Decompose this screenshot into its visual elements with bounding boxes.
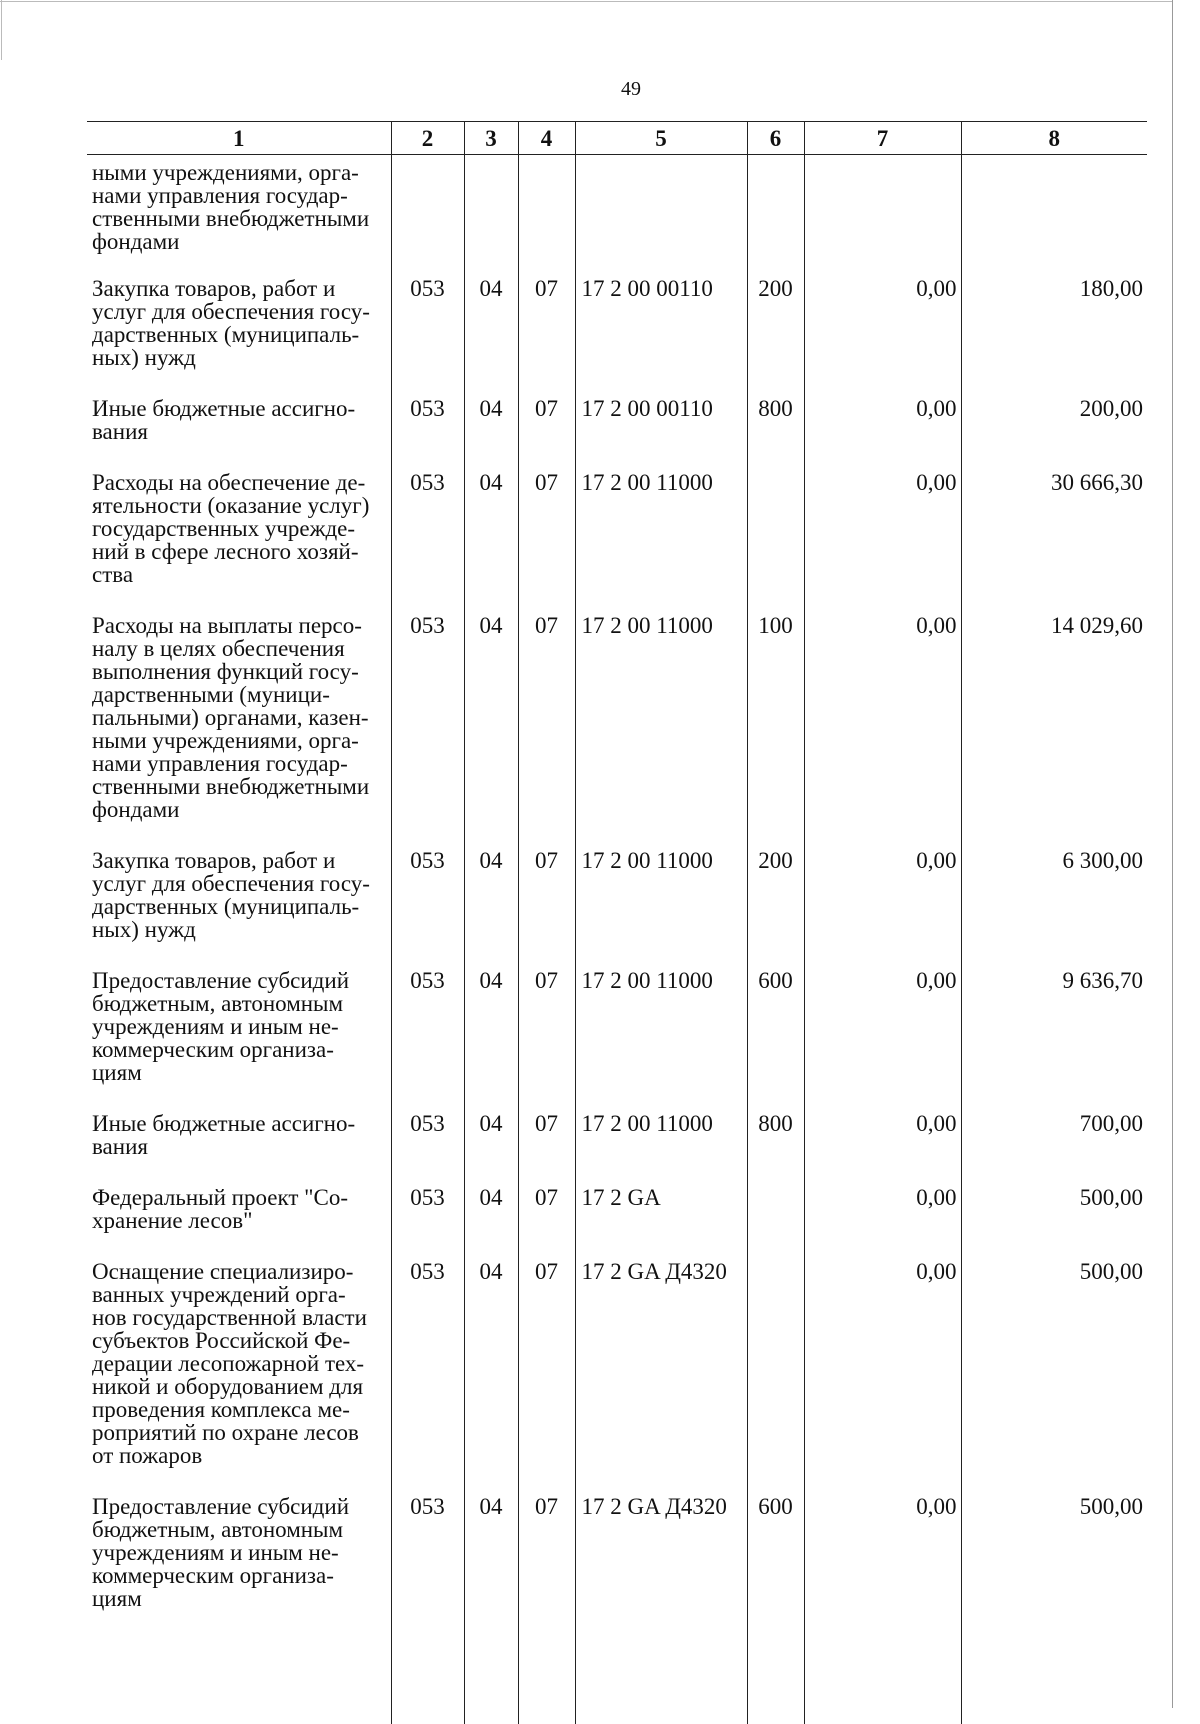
ministry-code-value: 053	[410, 1185, 445, 1210]
ministry-code-value: 053	[410, 1111, 445, 1136]
section-code-value: 04	[479, 1259, 503, 1284]
amount-col-7-value: 0,00	[916, 613, 957, 638]
header-col-8: 8	[961, 122, 1147, 155]
subsection-code-value: 07	[535, 1185, 558, 1210]
expense-type-code	[747, 261, 804, 381]
description-line: государственных учрежде-	[92, 516, 356, 541]
section-code	[464, 1244, 518, 1479]
amount-col-8-value: 500,00	[1079, 1494, 1143, 1519]
table-row	[87, 1244, 1147, 1479]
description-line: циям	[92, 1060, 142, 1085]
section-code	[464, 1170, 518, 1244]
description-line: проведения комплекса ме-	[92, 1397, 350, 1422]
subsection-code-value: 07	[535, 613, 558, 638]
row-description	[87, 953, 391, 1096]
target-article-code-value: 17 2 00 00110	[581, 276, 713, 301]
description-line: никой и оборудованием для	[92, 1374, 364, 1399]
description-line: бюджетным, автономным	[92, 1517, 344, 1542]
description-line: ванных учреждений орга-	[92, 1282, 346, 1307]
section-code	[464, 1096, 518, 1170]
amount-col-7	[804, 381, 961, 455]
expense-type-code-value: 800	[758, 396, 793, 421]
expense-type-code	[747, 1170, 804, 1244]
amount-col-8	[961, 1479, 1147, 1724]
row-description	[87, 833, 391, 953]
row-description	[87, 381, 391, 455]
table-row	[87, 598, 1147, 833]
description-line: Расходы на выплаты персо-	[92, 613, 362, 638]
description-line: ными учреждениями, орга-	[92, 728, 359, 753]
expense-type-code-value: 600	[758, 968, 793, 993]
ministry-code-value: 053	[410, 613, 445, 638]
target-article-code	[575, 155, 747, 262]
header-col-1: 1	[87, 122, 391, 155]
ministry-code	[391, 1479, 464, 1724]
description-line: ства	[92, 562, 134, 587]
expense-type-code-value: 200	[758, 848, 793, 873]
target-article-code-value	[576, 155, 747, 169]
description-line: Закупка товаров, работ и	[92, 276, 336, 301]
subsection-code-value: 07	[535, 1259, 558, 1284]
amount-col-8	[961, 598, 1147, 833]
description-line: дарственных (муниципаль-	[92, 322, 360, 347]
ministry-code-value: 053	[410, 848, 445, 873]
amount-col-7-value: 0,00	[916, 848, 957, 873]
target-article-code-value: 17 2 GA Д4320	[581, 1259, 727, 1284]
table-row	[87, 1170, 1147, 1244]
description-line: циям	[92, 1586, 142, 1611]
amount-col-7-value: 0,00	[916, 396, 957, 421]
amount-col-8	[961, 455, 1147, 598]
description-line: ных) нужд	[92, 345, 196, 370]
amount-col-7-value: 0,00	[916, 276, 957, 301]
section-code	[464, 953, 518, 1096]
row-description	[87, 261, 391, 381]
row-description	[87, 598, 391, 833]
subsection-code	[518, 261, 575, 381]
target-article-code	[575, 1170, 747, 1244]
description-line: нов государственной власти	[92, 1305, 367, 1330]
ministry-code-value: 053	[410, 968, 445, 993]
description-line: ственными внебюджетными	[92, 774, 370, 799]
subsection-code	[518, 833, 575, 953]
header-col-3: 3	[464, 122, 518, 155]
description-line: вания	[92, 419, 148, 444]
page-top-edge	[0, 1, 1172, 2]
section-code	[464, 1479, 518, 1724]
ministry-code-value	[392, 155, 464, 169]
subsection-code-value: 07	[535, 276, 558, 301]
subsection-code	[518, 1479, 575, 1724]
ministry-code	[391, 455, 464, 598]
expense-type-code-value: 800	[758, 1111, 793, 1136]
amount-col-7	[804, 155, 961, 262]
ministry-code-value: 053	[410, 1259, 445, 1284]
target-article-code	[575, 455, 747, 598]
table-row	[87, 381, 1147, 455]
description-line: дерации лесопожарной тех-	[92, 1351, 365, 1376]
target-article-code	[575, 1479, 747, 1724]
header-col-7: 7	[804, 122, 961, 155]
header-col-6: 6	[747, 122, 804, 155]
expense-type-code	[747, 833, 804, 953]
subsection-code	[518, 1096, 575, 1170]
subsection-code	[518, 598, 575, 833]
amount-col-8-value: 30 666,30	[1051, 470, 1143, 495]
amount-col-7	[804, 1170, 961, 1244]
section-code	[464, 455, 518, 598]
description-line: учреждениям и иным не-	[92, 1540, 339, 1565]
ministry-code	[391, 1244, 464, 1479]
description-line: учреждениям и иным не-	[92, 1014, 339, 1039]
amount-col-8-value: 700,00	[1079, 1111, 1143, 1136]
section-code-value: 04	[479, 1185, 503, 1210]
subsection-code-value: 07	[535, 396, 558, 421]
row-description	[87, 1096, 391, 1170]
expense-type-code-value: 600	[758, 1494, 793, 1519]
target-article-code	[575, 953, 747, 1096]
amount-col-8	[961, 1096, 1147, 1170]
amount-col-8	[961, 155, 1147, 262]
amount-col-8-value: 9 636,70	[1062, 968, 1143, 993]
description-line: Предоставление субсидий	[92, 968, 349, 993]
amount-col-7	[804, 1244, 961, 1479]
ministry-code-value: 053	[410, 1494, 445, 1519]
description-line: от пожаров	[92, 1443, 203, 1468]
target-article-code	[575, 833, 747, 953]
target-article-code-value: 17 2 00 11000	[581, 968, 713, 993]
page-left-edge	[1, 0, 2, 60]
expense-type-code	[747, 1096, 804, 1170]
description-line: Закупка товаров, работ и	[92, 848, 336, 873]
subsection-code-value: 07	[535, 1494, 558, 1519]
description-line: выполнения функций госу-	[92, 659, 359, 684]
amount-col-8-value: 6 300,00	[1062, 848, 1143, 873]
section-code-value: 04	[479, 1494, 503, 1519]
amount-col-8	[961, 1244, 1147, 1479]
subsection-code-value: 07	[535, 470, 558, 495]
ministry-code	[391, 598, 464, 833]
expense-type-code	[747, 155, 804, 262]
section-code-value: 04	[479, 1111, 503, 1136]
subsection-code	[518, 455, 575, 598]
description-line: нами управления государ-	[92, 183, 348, 208]
description-line: ний в сфере лесного хозяй-	[92, 539, 359, 564]
amount-col-7-value: 0,00	[916, 1494, 957, 1519]
description-line: ных) нужд	[92, 917, 196, 942]
target-article-code-value: 17 2 00 11000	[581, 848, 713, 873]
ministry-code	[391, 833, 464, 953]
target-article-code-value: 17 2 00 11000	[581, 1111, 713, 1136]
description-line: субъектов Российской Фе-	[92, 1328, 351, 1353]
amount-col-7-value: 0,00	[916, 1259, 957, 1284]
amount-col-7-value: 0,00	[916, 968, 957, 993]
subsection-code-value: 07	[535, 968, 558, 993]
table-row	[87, 953, 1147, 1096]
description-line: ственными внебюджетными	[92, 206, 370, 231]
description-line: вания	[92, 1134, 148, 1159]
section-code-value	[465, 155, 518, 169]
description-line: услуг для обеспечения госу-	[92, 871, 370, 896]
amount-col-7-value: 0,00	[916, 1111, 957, 1136]
header-col-2: 2	[391, 122, 464, 155]
section-code	[464, 381, 518, 455]
section-code-value: 04	[479, 276, 503, 301]
amount-col-7-value: 0,00	[916, 470, 957, 495]
description-line: Федеральный проект "Со-	[92, 1185, 349, 1210]
amount-col-7-value	[805, 155, 961, 169]
table-row	[87, 1479, 1147, 1724]
row-description	[87, 1170, 391, 1244]
header-col-5: 5	[575, 122, 747, 155]
description-line: дарственными (муници-	[92, 682, 330, 707]
target-article-code-value: 17 2 GA Д4320	[581, 1494, 727, 1519]
table-row	[87, 833, 1147, 953]
row-description	[87, 155, 391, 262]
subsection-code	[518, 381, 575, 455]
amount-col-8	[961, 833, 1147, 953]
section-code-value: 04	[479, 848, 503, 873]
table-row	[87, 261, 1147, 381]
expense-type-code-value	[748, 155, 804, 169]
description-line: коммерческим организа-	[92, 1563, 334, 1588]
amount-col-8	[961, 381, 1147, 455]
target-article-code	[575, 1096, 747, 1170]
description-line: коммерческим организа-	[92, 1037, 334, 1062]
target-article-code-value: 17 2 00 11000	[581, 470, 713, 495]
amount-col-8-value: 200,00	[1079, 396, 1143, 421]
ministry-code	[391, 261, 464, 381]
ministry-code	[391, 155, 464, 262]
description-line: роприятий по охране лесов	[92, 1420, 359, 1445]
ministry-code-value: 053	[410, 276, 445, 301]
description-line: Оснащение специализиро-	[92, 1259, 354, 1284]
description-line: ятельности (оказание услуг)	[92, 493, 370, 518]
subsection-code-value	[519, 155, 575, 169]
description-line: дарственных (муниципаль-	[92, 894, 360, 919]
target-article-code	[575, 261, 747, 381]
row-description	[87, 455, 391, 598]
description-line: Расходы на обеспечение де-	[92, 470, 366, 495]
description-line: фондами	[92, 797, 180, 822]
amount-col-8-value: 500,00	[1079, 1185, 1143, 1210]
description-line: пальными) органами, казен-	[92, 705, 369, 730]
description-line: хранение лесов"	[92, 1208, 253, 1233]
amount-col-7-value: 0,00	[916, 1185, 957, 1210]
target-article-code	[575, 598, 747, 833]
section-code-value: 04	[479, 470, 503, 495]
expense-type-code-value	[748, 455, 804, 483]
table-row	[87, 155, 1147, 262]
amount-col-7	[804, 953, 961, 1096]
page-right-edge	[1172, 0, 1173, 1708]
description-line: Иные бюджетные ассигно-	[92, 1111, 356, 1136]
header-row	[87, 122, 1147, 155]
page-number: 49	[621, 78, 641, 100]
amount-col-7	[804, 261, 961, 381]
expense-type-code-value	[748, 1244, 804, 1272]
amount-col-8-value: 180,00	[1079, 276, 1143, 301]
table-row	[87, 455, 1147, 598]
amount-col-8	[961, 953, 1147, 1096]
row-description	[87, 1244, 391, 1479]
budget-table	[87, 121, 1147, 1724]
target-article-code	[575, 381, 747, 455]
subsection-code	[518, 1170, 575, 1244]
ministry-code-value: 053	[410, 470, 445, 495]
row-description	[87, 1479, 391, 1724]
ministry-code	[391, 381, 464, 455]
target-article-code-value: 17 2 00 11000	[581, 613, 713, 638]
description-line: услуг для обеспечения госу-	[92, 299, 370, 324]
expense-type-code-value	[748, 1170, 804, 1198]
description-line: фондами	[92, 229, 180, 254]
description-line: ными учреждениями, орга-	[92, 160, 359, 185]
subsection-code-value: 07	[535, 1111, 558, 1136]
description-line: бюджетным, автономным	[92, 991, 344, 1016]
description-line: Предоставление субсидий	[92, 1494, 349, 1519]
subsection-code	[518, 155, 575, 262]
expense-type-code-value: 100	[758, 613, 793, 638]
ministry-code	[391, 1170, 464, 1244]
expense-type-code	[747, 598, 804, 833]
expense-type-code	[747, 381, 804, 455]
section-code	[464, 155, 518, 262]
amount-col-8-value: 500,00	[1079, 1259, 1143, 1284]
expense-type-code	[747, 1479, 804, 1724]
ministry-code	[391, 953, 464, 1096]
subsection-code	[518, 1244, 575, 1479]
header-col-4: 4	[518, 122, 575, 155]
amount-col-8	[961, 261, 1147, 381]
amount-col-8-value	[962, 155, 1148, 169]
section-code-value: 04	[479, 968, 503, 993]
subsection-code	[518, 953, 575, 1096]
expense-type-code-value: 200	[758, 276, 793, 301]
description-line: налу в целях обеспечения	[92, 636, 345, 661]
section-code	[464, 261, 518, 381]
amount-col-7	[804, 455, 961, 598]
ministry-code	[391, 1096, 464, 1170]
target-article-code	[575, 1244, 747, 1479]
section-code-value: 04	[479, 613, 503, 638]
target-article-code-value: 17 2 GA	[581, 1185, 661, 1210]
table-row	[87, 1096, 1147, 1170]
amount-col-7	[804, 1096, 961, 1170]
section-code	[464, 833, 518, 953]
amount-col-8	[961, 1170, 1147, 1244]
subsection-code-value: 07	[535, 848, 558, 873]
target-article-code-value: 17 2 00 00110	[581, 396, 713, 421]
amount-col-7	[804, 833, 961, 953]
section-code	[464, 598, 518, 833]
amount-col-7	[804, 598, 961, 833]
description-line: нами управления государ-	[92, 751, 348, 776]
amount-col-8-value: 14 029,60	[1051, 613, 1143, 638]
expense-type-code	[747, 953, 804, 1096]
description-line: Иные бюджетные ассигно-	[92, 396, 356, 421]
expense-type-code	[747, 455, 804, 598]
amount-col-7	[804, 1479, 961, 1724]
ministry-code-value: 053	[410, 396, 445, 421]
expense-type-code	[747, 1244, 804, 1479]
section-code-value: 04	[479, 396, 503, 421]
